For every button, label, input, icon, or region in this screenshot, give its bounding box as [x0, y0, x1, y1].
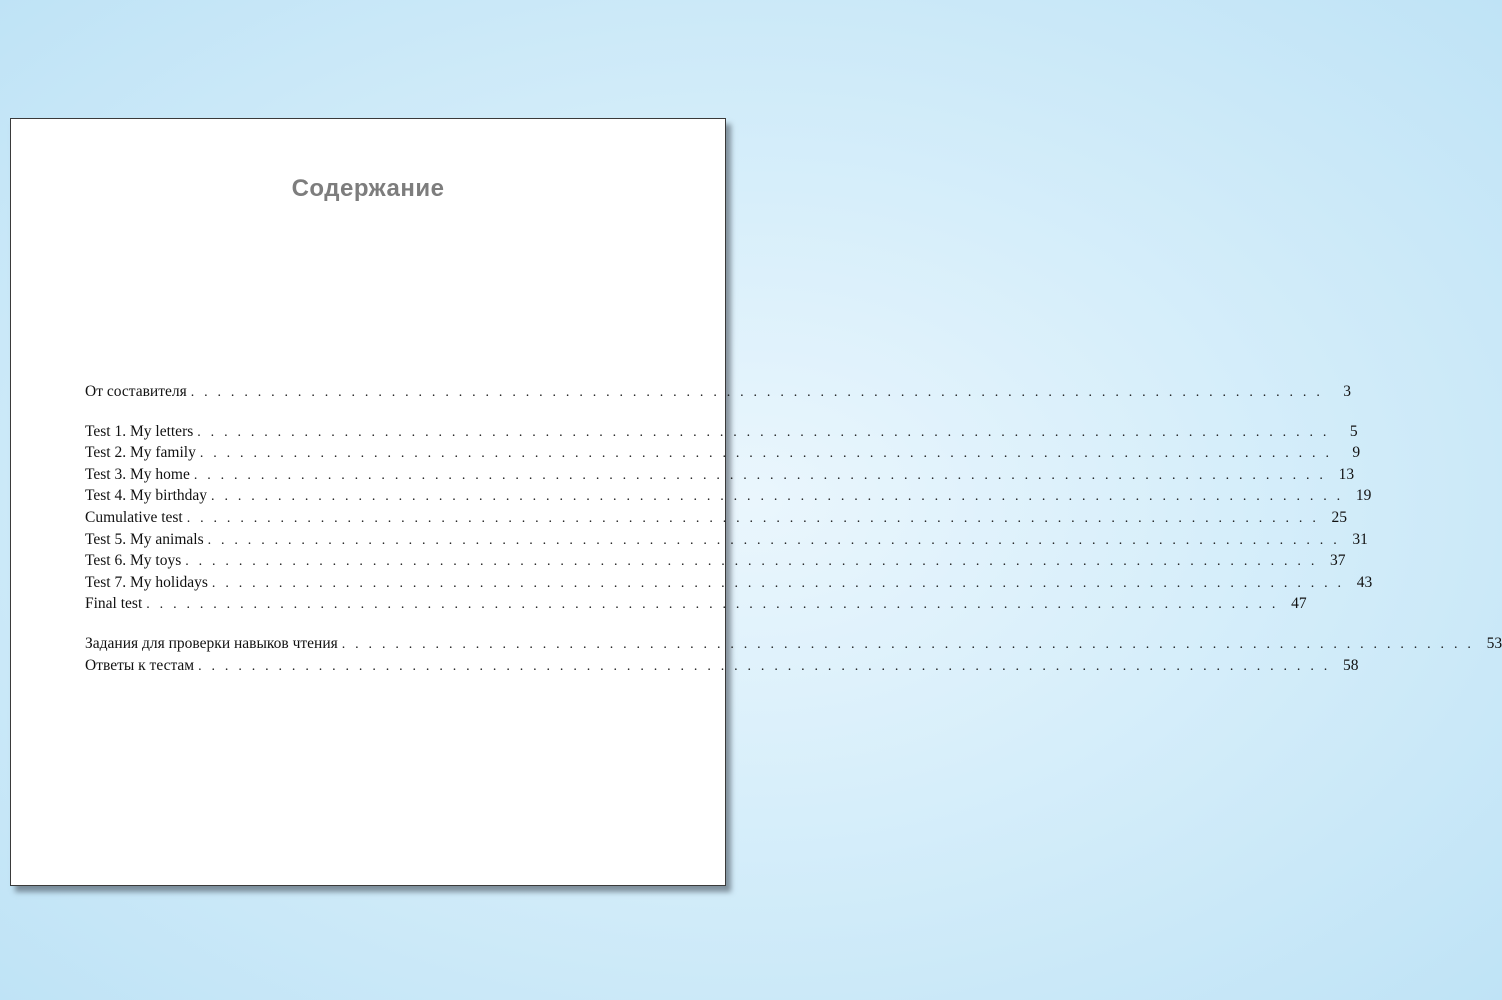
- toc-entry-page: 31: [1352, 530, 1368, 548]
- toc-entry: [85, 422, 1358, 445]
- toc-dot-leader: . . . . . . . . . . . . . . . . . . . . . . . . . . . . . . . . . . . . . . . . . . . . . . . . . . . . . . . . . . . . . . . . . . . . . . . . . . . . . . . . . . . . .: [190, 385, 1324, 400]
- toc-entry-label: Final test: [85, 595, 143, 613]
- toc-dot-leader: . . . . . . . . . . . . . . . . . . . . . . . . . . . . . . . . . . . . . . . . . . . . . . . . . . . . . . . . . . . . . . . . . . . . . . . . . . . . . . . . . . . . .: [193, 467, 1327, 483]
- toc-entry: [85, 573, 1373, 596]
- toc-entry-page: 5: [1349, 422, 1358, 440]
- toc-entry-label: Test 6. My toys: [85, 552, 182, 570]
- toc-group-tests: [85, 422, 1373, 617]
- toc-entry-page: 37: [1330, 552, 1346, 570]
- toc-entry-page: 43: [1356, 573, 1373, 591]
- toc-dot-leader: . . . . . . . . . . . . . . . . . . . . . . . . . . . . . . . . . . . . . . . . . . . . . . . . . . . . . . . . . . . . . . . . . . . . . . . . . . . . . . . . . . . . .: [185, 554, 1318, 570]
- toc-entry: [85, 383, 1352, 405]
- toc-entry-page: 19: [1355, 487, 1372, 505]
- toc-entry-page: 3: [1343, 383, 1352, 400]
- toc-entry: [85, 595, 1307, 617]
- toc-entry-label: Test 3. My home: [85, 465, 190, 483]
- toc-entry: [85, 465, 1355, 488]
- toc-entry-page: 58: [1342, 656, 1359, 674]
- toc-entry: [85, 487, 1372, 509]
- toc-entry: [85, 530, 1368, 553]
- toc-group-appendix: [85, 634, 1502, 678]
- page-title: Содержание: [291, 175, 445, 202]
- toc-entry-label: Cumulative test: [85, 508, 183, 526]
- toc-entry: [85, 634, 1502, 657]
- toc-entry-label: Test 7. My holidays: [85, 573, 208, 591]
- toc-entry-label: Test 4. My birthday: [85, 487, 208, 505]
- toc-dot-leader: . . . . . . . . . . . . . . . . . . . . . . . . . . . . . . . . . . . . . . . . . . . . . . . . . . . . . . . . . . . . . . . . . . . . . . . . . . . . . . . . . . . . .: [211, 575, 1345, 591]
- toc-dot-leader: . . . . . . . . . . . . . . . . . . . . . . . . . . . . . . . . . . . . . . . . . . . . . . . . . . . . . . . . . . . . . . . . . . . . . . . . . . . . . . . . . . . . .: [211, 489, 1344, 505]
- toc-entry-label: Test 1. My letters: [85, 422, 194, 440]
- toc-entry-label: Test 5. My animals: [85, 530, 204, 548]
- toc-entry: [85, 444, 1361, 466]
- toc-entry: [85, 552, 1346, 574]
- toc-entry: [85, 656, 1359, 679]
- toc-entry-page: 9: [1352, 444, 1361, 462]
- toc-entry-page: 25: [1331, 508, 1348, 526]
- document-page: [10, 118, 1502, 886]
- toc-entry-page: 13: [1338, 465, 1355, 483]
- toc-dot-leader: . . . . . . . . . . . . . . . . . . . . . . . . . . . . . . . . . . . . . . . . . . . . . . . . . . . . . . . . . . . . . . . . . . . . . . . . . . . . . . . . . . . . .: [198, 658, 1331, 674]
- toc-dot-leader: . . . . . . . . . . . . . . . . . . . . . . . . . . . . . . . . . . . . . . . . . . . . . . . . . . . . . . . . . . . . . . . . . . . . . . . . . . . . . . . . . . . . .: [197, 424, 1330, 440]
- toc-dot-leader: . . . . . . . . . . . . . . . . . . . . . . . . . . . . . . . . . . . . . . . . . . . . . . . . . . . . . . . . . . . . . . . . . . . . . . . . . . . . . . . . . . . . .: [341, 636, 1475, 652]
- toc-entry-label: Задания для проверки навыков чтения: [85, 634, 338, 652]
- toc-group-intro: [85, 383, 1352, 405]
- toc-dot-leader: . . . . . . . . . . . . . . . . . . . . . . . . . . . . . . . . . . . . . . . . . . . . . . . . . . . . . . . . . . . . . . . . . . . . . . . . . . . . . . . . . . . . .: [146, 597, 1279, 613]
- toc-entry-label: Ответы к тестам: [85, 656, 195, 674]
- toc-entry-page: 53: [1486, 634, 1502, 652]
- table-of-contents: [85, 383, 1502, 696]
- toc-entry-page: 47: [1291, 595, 1307, 613]
- toc-entry-label: Test 2. My family: [85, 444, 196, 462]
- toc-dot-leader: . . . . . . . . . . . . . . . . . . . . . . . . . . . . . . . . . . . . . . . . . . . . . . . . . . . . . . . . . . . . . . . . . . . . . . . . . . . . . . . . . . . . .: [207, 532, 1340, 548]
- toc-entry-label: От составителя: [85, 383, 187, 400]
- toc-entry: [85, 508, 1348, 531]
- toc-dot-leader: . . . . . . . . . . . . . . . . . . . . . . . . . . . . . . . . . . . . . . . . . . . . . . . . . . . . . . . . . . . . . . . . . . . . . . . . . . . . . . . . . . . . .: [199, 446, 1333, 462]
- toc-dot-leader: . . . . . . . . . . . . . . . . . . . . . . . . . . . . . . . . . . . . . . . . . . . . . . . . . . . . . . . . . . . . . . . . . . . . . . . . . . . . . . . . . . . . .: [186, 510, 1320, 526]
